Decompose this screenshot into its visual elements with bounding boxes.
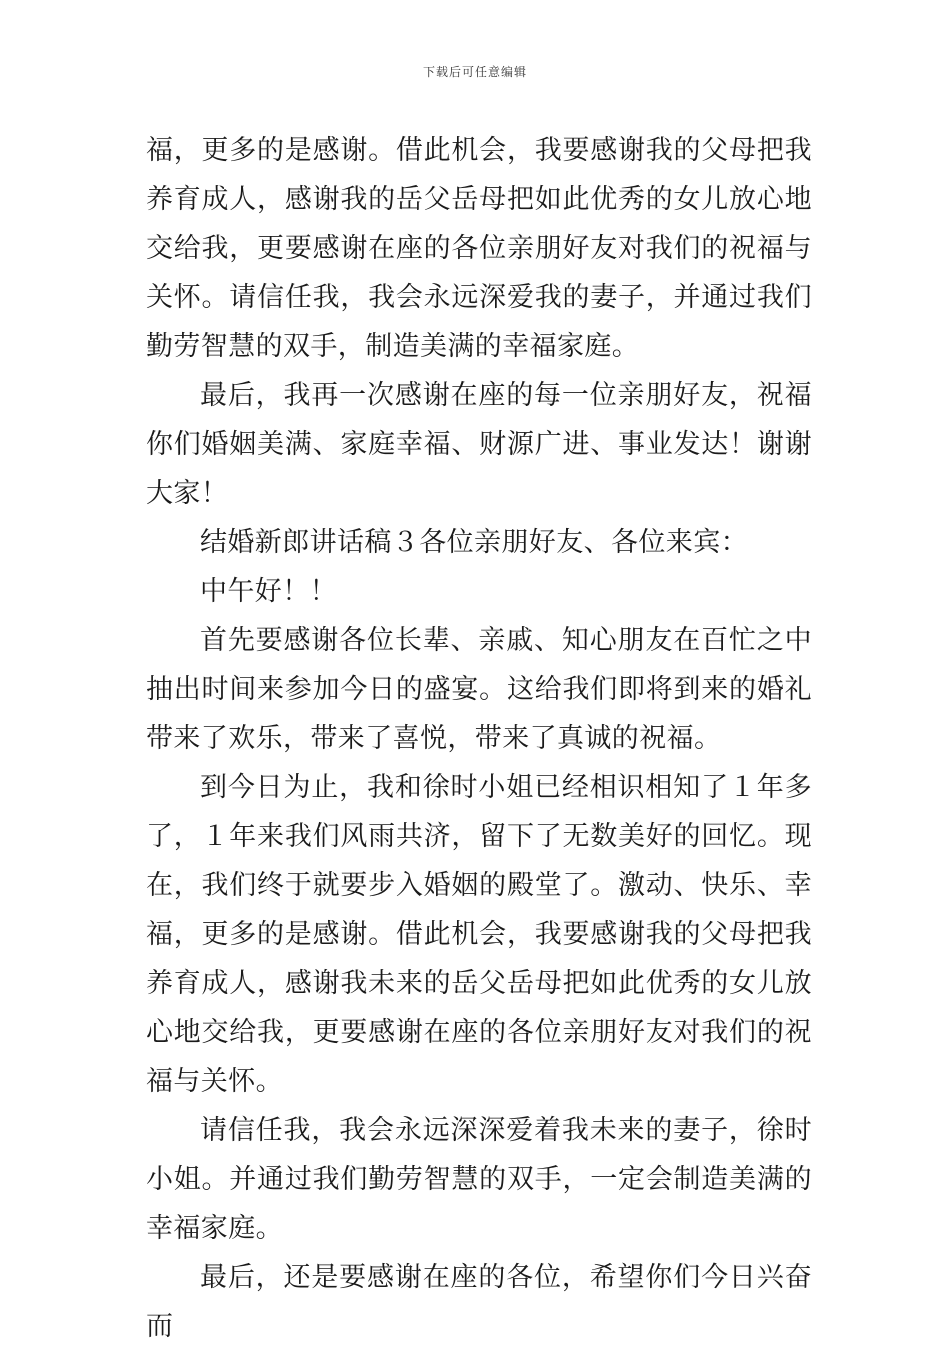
paragraph-3: 结婚新郎讲话稿３各位亲朋好友、各位来宾： [200,527,748,558]
page-header: 下载后可任意编辑 [422,65,527,79]
paragraph-2: 最后，我再一次感谢在座的每一位亲朋好友，祝福你们婚姻美满、家庭幸福、财源广进、事业发达！谢谢大家！ [146,380,812,509]
document-body [146,126,812,1351]
paragraph-1: 福，更多的是感谢。借此机会，我要感谢我的父母把我养育成人，感谢我的岳父岳母把如此优秀的女儿放心地交给我，更要感谢在座的各位亲朋好友对我们的祝福与关怀。请信任我，我会永远深爱我的妻子，并通过我们勤劳智慧的双手，制造美满的幸福家庭。 [146,135,812,362]
paragraph-5: 首先要感谢各位长辈、亲戚、知心朋友在百忙之中抽出时间来参加今日的盛宴。这给我们即将到来的婚礼带来了欢乐，带来了喜悦，带来了真诚的祝福。 [146,625,812,754]
paragraph-4: 中午好！！ [200,576,337,607]
paragraph-7: 请信任我，我会永远深深爱着我未来的妻子，徐时小姐。并通过我们勤劳智慧的双手，一定会制造美满的幸福家庭。 [146,1115,812,1244]
paragraph-6: 到今日为止，我和徐时小姐已经相识相知了１年多了，１年来我们风雨共济，留下了无数美好的回忆。现在，我们终于就要步入婚姻的殿堂了。激动、快乐、幸福，更多的是感谢。借此机会，我要感谢我的父母把我养育成人，感谢我未来的岳父岳母把如此优秀的女儿放心地交给我，更要感谢在座的各位亲朋好友对我们的祝福与关怀。 [146,772,812,1097]
paragraph-8: 最后，还是要感谢在座的各位，希望你们今日兴奋而 [146,1262,812,1342]
